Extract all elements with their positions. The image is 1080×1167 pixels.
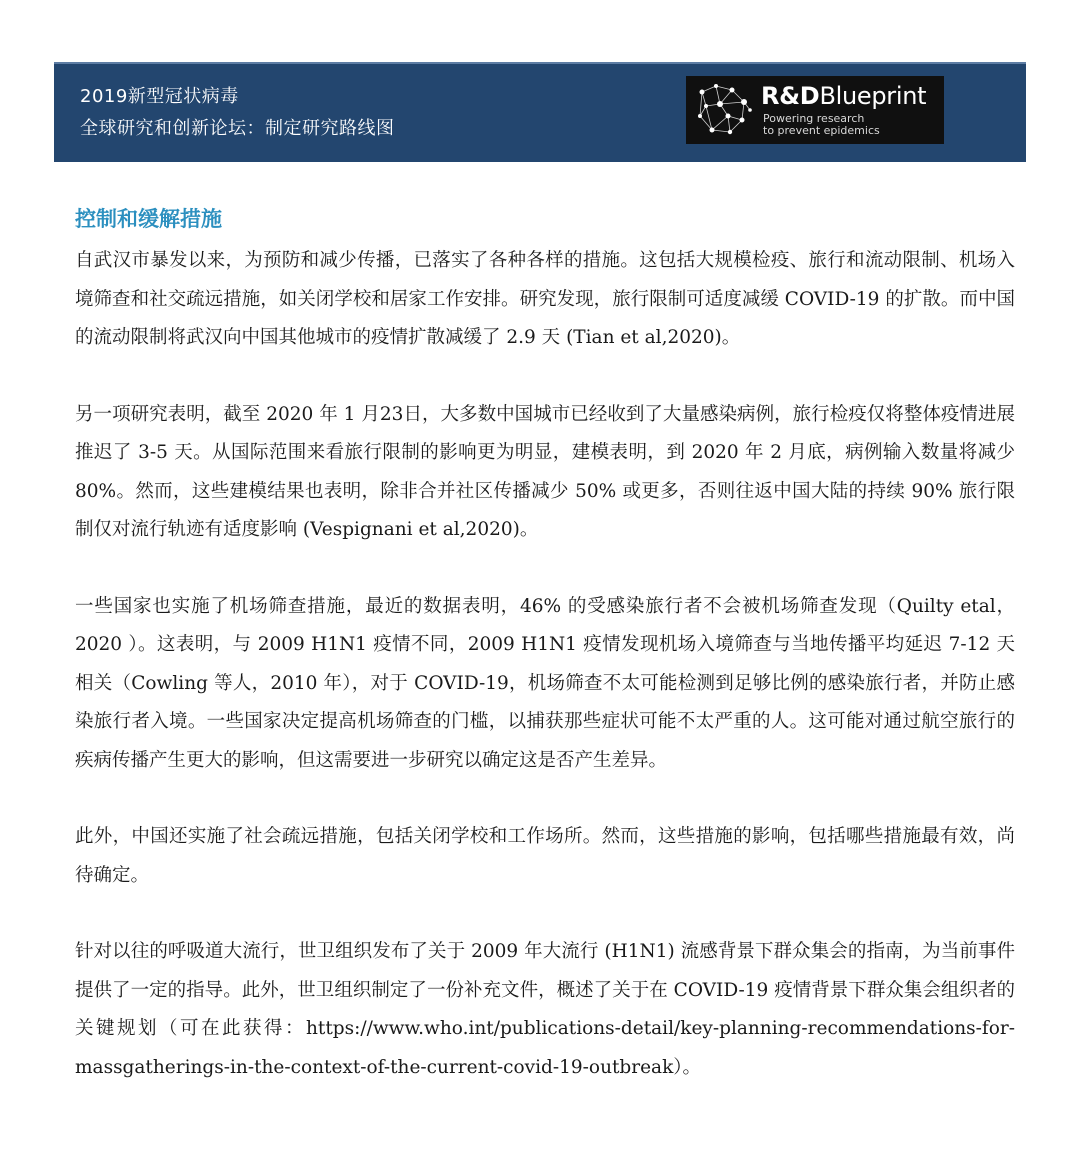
- header-title-line2: 全球研究和创新论坛：制定研究路线图: [80, 118, 395, 139]
- paragraph-2: 另一项研究表明，截至 2020 年 1 月23日，大多数中国城市已经收到了大量感染病例，旅行检疫仅将整体疫情进展推迟了 3-5 天。从国际范围来看旅行限制的影响更为明显，建模表明，到 2020 年 2 月底，病例输入数量将减少 80%。然而，这些建模结果也表明，除非合并社区传播减少 50% 或更多，否则往返中国大陆的持续 90% 旅行限制仅对流行轨迹有适度影响 (Vespignani et al,2020)。: [75, 403, 1015, 540]
- network-globe-icon: [692, 80, 754, 140]
- rd-blueprint-logo: [686, 76, 944, 144]
- paragraph-3: 一些国家也实施了机场筛查措施，最近的数据表明，46% 的受感染旅行者不会被机场筛查发现（Quilty etal，2020 ）。这表明，与 2009 H1N1 疫情不同，2009 H1N1 疫情发现机场入境筛查与当地传播平均延迟 7-12 天相关（Cowling 等人，2010 年），对于 COVID-19，机场筛查不太可能检测到足够比例的感染旅行者，并防止感染旅行者入境。一些国家决定提高机场筛查的门槛，以捕获那些症状可能不太严重的人。这可能对通过航空旅行的疾病传播产生更大的影响，但这需要进一步研究以确定这是否产生差异。: [75, 595, 1015, 771]
- header-title-line1: 2019新型冠状病毒: [80, 86, 239, 107]
- logo-wordmark: [761, 82, 926, 110]
- logo-tagline-line1: Powering research: [763, 112, 865, 125]
- section-heading: 控制和缓解措施: [75, 207, 222, 231]
- document-body: [75, 200, 1015, 1125]
- paragraph-1: 自武汉市暴发以来，为预防和减少传播，已落实了各种各样的措施。这包括大规模检疫、旅行和流动限制、机场入境筛查和社交疏远措施，如关闭学校和居家工作安排。研究发现，旅行限制可适度减缓 COVID-19 的扩散。而中国的流动限制将武汉向中国其他城市的疫情扩散减缓了 2.9 天 (Tian et al,2020)。: [75, 250, 1015, 348]
- logo-wordmark-bold: R&D: [761, 82, 820, 110]
- logo-wordmark-light: Blueprint: [819, 82, 927, 110]
- logo-tagline: [763, 113, 880, 137]
- header-banner: [54, 62, 1026, 162]
- logo-tagline-line2: to prevent epidemics: [763, 124, 880, 137]
- paragraph-4: 此外，中国还实施了社会疏远措施，包括关闭学校和工作场所。然而，这些措施的影响，包括哪些措施最有效，尚待确定。: [75, 826, 1015, 886]
- paragraph-5: 针对以往的呼吸道大流行，世卫组织发布了关于 2009 年大流行 (H1N1) 流感背景下群众集会的指南，为当前事件提供了一定的指导。此外，世卫组织制定了一份补充文件，概述了关于在 COVID-19 疫情背景下群众集会组织者的关键规划（可在此获得：https://www.who.int/publications-detail/key-planning-recommendations-for-massgatherings-in-the-context-of-the-current-covid-19-outbreak）。: [75, 941, 1015, 1078]
